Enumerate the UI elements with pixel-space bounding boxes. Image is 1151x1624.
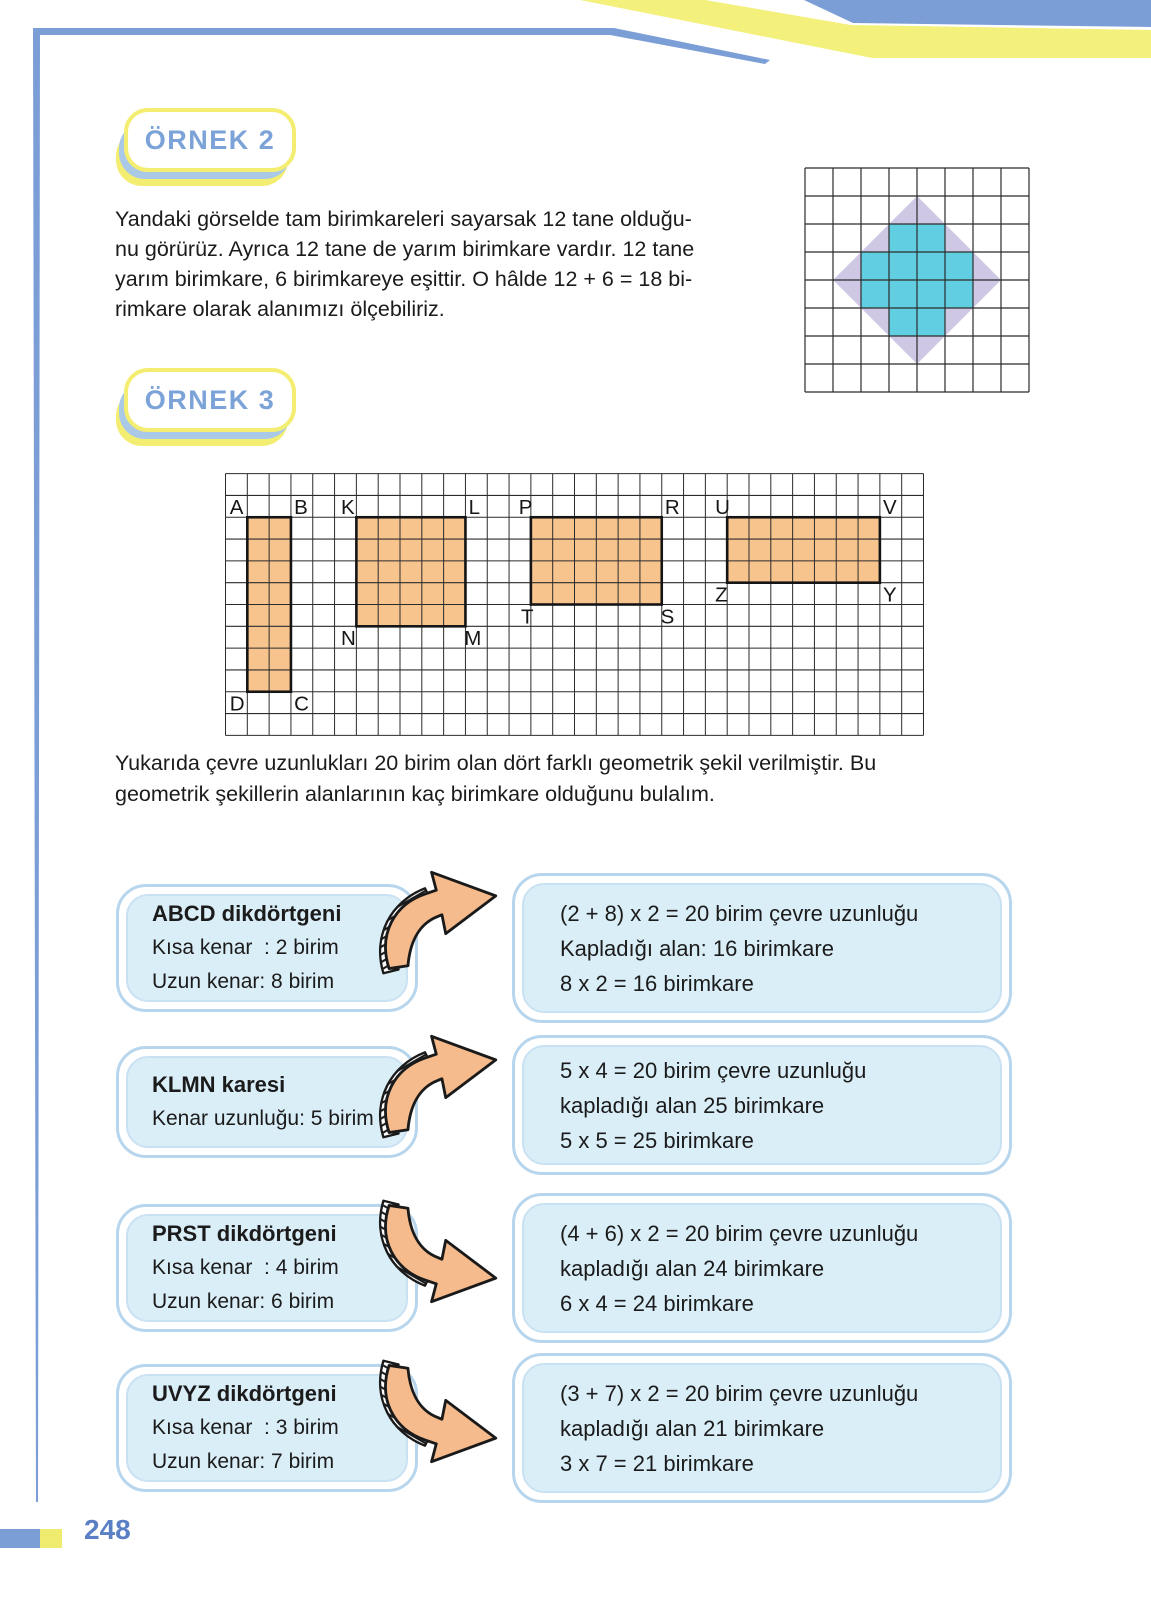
calculation-line: 5 x 5 = 25 birimkare [560, 1127, 754, 1153]
calculation-line: kapladığı alan 25 birimkare [560, 1092, 825, 1118]
frame-top-line [33, 28, 770, 64]
calculation-inner [522, 883, 1002, 1013]
calculation-line: (2 + 8) x 2 = 20 birim çevre uzunluğu [560, 900, 919, 926]
shape-line: Uzun kenar: 7 birim [152, 1450, 335, 1473]
arrow-icon [366, 1196, 516, 1314]
text-line: nu görürüz. Ayrıca 12 tane de yarım birimkare vardır. 12 tane [115, 237, 695, 261]
example3-badge [116, 368, 296, 446]
shape-title: ABCD dikdörtgeni [152, 901, 342, 926]
shape-line: Kısa kenar : 3 birim [152, 1416, 339, 1439]
shapes-grid-figure [224, 472, 925, 742]
arrow-icon [366, 1356, 516, 1474]
shape-title: PRST dikdörtgeni [152, 1221, 337, 1246]
corner-blue-shape [804, 0, 1151, 27]
shape-line: Kısa kenar : 4 birim [152, 1256, 339, 1279]
svg-text:R: R [664, 496, 680, 520]
svg-text:T: T [520, 605, 534, 629]
calculation-line: kapladığı alan 21 birimkare [560, 1415, 825, 1441]
calculation-line: kapladığı alan 24 birimkare [560, 1255, 825, 1281]
example2-badge [116, 108, 296, 186]
footer-bar-blue [0, 1529, 40, 1548]
calculation-box-uvyz [512, 1353, 1012, 1503]
svg-text:S: S [660, 605, 675, 629]
shape-line: Uzun kenar: 8 birim [152, 970, 335, 993]
calculation-box-prst [512, 1193, 1012, 1343]
calculation-line: Kapladığı alan: 16 birimkare [560, 935, 834, 961]
calculation-line: 3 x 7 = 21 birimkare [560, 1450, 754, 1476]
badge-face [124, 108, 296, 172]
svg-text:L: L [468, 496, 481, 520]
text-line: Yandaki görselde tam birimkareleri sayarsak 12 tane olduğu- [115, 207, 692, 231]
shape-title: UVYZ dikdörtgeni [152, 1381, 337, 1406]
badge-face [124, 368, 296, 432]
calculation-line: 8 x 2 = 16 birimkare [560, 970, 754, 996]
calculation-box-klmn [512, 1035, 1012, 1175]
unit-square-diamond-figure [804, 167, 1030, 398]
text-line: Yukarıda çevre uzunlukları 20 birim olan dört farklı geometrik şekil verilmiştir. Bu [115, 751, 877, 775]
calculation-inner [522, 1203, 1002, 1333]
calculation-line: 5 x 4 = 20 birim çevre uzunluğu [560, 1057, 867, 1083]
calculation-inner [522, 1363, 1002, 1493]
svg-text:A: A [229, 496, 244, 520]
calculation-line: (4 + 6) x 2 = 20 birim çevre uzunluğu [560, 1220, 919, 1246]
svg-text:Y: Y [883, 583, 897, 607]
svg-text:K: K [341, 496, 355, 520]
frame-left-line [33, 28, 40, 1502]
example3-badge-label: ÖRNEK 3 [144, 384, 276, 415]
shape-line: Uzun kenar: 6 birim [152, 1290, 335, 1313]
text-line: yarım birimkare, 6 birimkareye eşittir. O hâlde 12 + 6 = 18 bi- [115, 267, 693, 291]
text-line: rimkare olarak alanımızı ölçebiliriz. [115, 297, 445, 321]
arrow-icon [366, 1024, 516, 1142]
svg-text:D: D [229, 692, 245, 716]
example2-badge-label: ÖRNEK 2 [144, 124, 276, 155]
example3-paragraph [115, 748, 1045, 810]
svg-text:N: N [341, 627, 356, 651]
calculation-line: 6 x 4 = 24 birimkare [560, 1290, 754, 1316]
svg-text:Z: Z [715, 583, 728, 607]
svg-text:U: U [715, 496, 730, 520]
svg-text:B: B [294, 496, 308, 520]
text-line: geometrik şekillerin alanlarının kaç birimkare olduğunu bulalım. [115, 782, 715, 806]
calculation-line: (3 + 7) x 2 = 20 birim çevre uzunluğu [560, 1380, 919, 1406]
corner-yellow-band [580, 0, 1151, 58]
shape-title: KLMN karesi [152, 1072, 286, 1097]
svg-text:C: C [294, 692, 309, 716]
footer-bar-yellow [40, 1529, 62, 1548]
page-number: 248 [84, 1514, 131, 1545]
svg-text:P: P [518, 496, 533, 520]
calculation-box-abcd [512, 873, 1012, 1023]
svg-text:V: V [883, 496, 897, 520]
arrow-icon [366, 860, 516, 978]
example2-paragraph [115, 204, 775, 324]
svg-text:M: M [464, 627, 482, 651]
shape-line: Kenar uzunluğu: 5 birim [152, 1107, 374, 1130]
calculation-inner [522, 1045, 1002, 1165]
shape-line: Kısa kenar : 2 birim [152, 936, 339, 959]
